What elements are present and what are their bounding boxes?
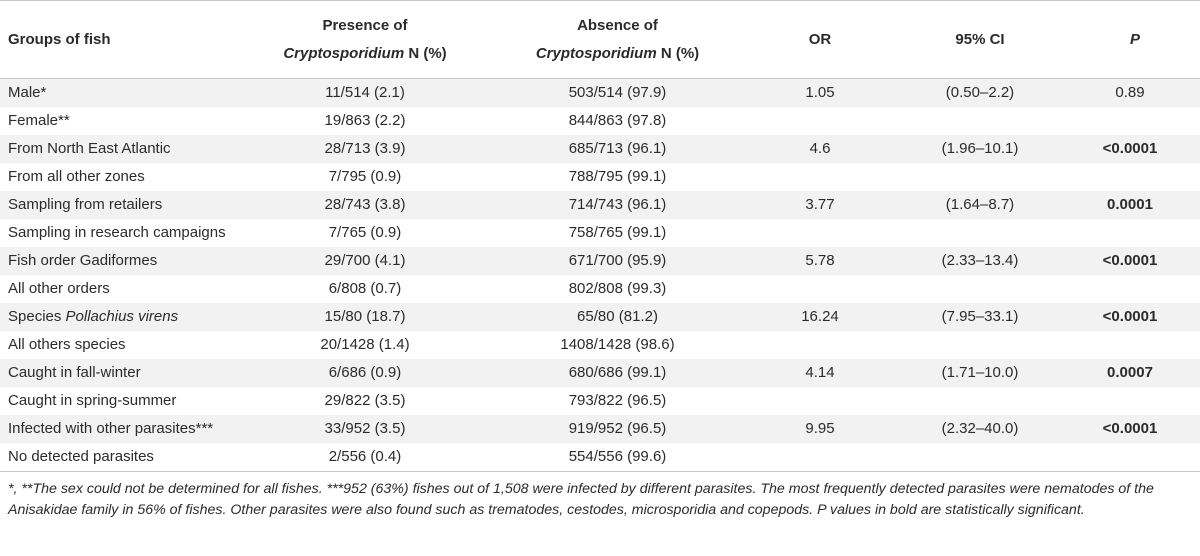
- cell-or: 9.95: [750, 415, 890, 443]
- cell-or: 4.6: [750, 135, 890, 163]
- header-presence-organism: Cryptosporidium: [283, 44, 405, 62]
- cell-group: [0, 219, 245, 247]
- cell-ci: [890, 331, 1070, 359]
- cell-p: 0.0007: [1070, 359, 1200, 387]
- cell-absence: 919/952 (96.5): [485, 415, 750, 443]
- group-label: Sampling from retailers: [8, 196, 163, 213]
- cell-ci: [890, 443, 1070, 471]
- cell-ci: [890, 219, 1070, 247]
- cell-group: [0, 163, 245, 191]
- cell-ci: (0.50–2.2): [890, 79, 1070, 107]
- cell-p: <0.0001: [1070, 303, 1200, 331]
- cell-or: [750, 107, 890, 135]
- header-or: [750, 1, 890, 79]
- group-label: Infected with other parasites***: [8, 420, 214, 437]
- header-presence-unit: N (%): [404, 44, 447, 62]
- footnote-text: The sex could not be determined for all fishes. ***952 (63%) fishes out of 1,508 were infected by different parasites. The most frequently detected parasites were nematodes of the Anisakidae family in 56% of fishes. Other parasites were also found such as trematodes, cestodes, microsporidia and copepods. P values in bold are statistically significant.: [8, 480, 1154, 518]
- group-label: From all other zones: [8, 168, 145, 185]
- header-p-label: P: [1129, 30, 1140, 48]
- cell-presence: 6/686 (0.9): [245, 359, 485, 387]
- cell-group: [0, 303, 245, 331]
- cell-or: 5.78: [750, 247, 890, 275]
- header-p: [1070, 1, 1200, 79]
- header-absence-unit: N (%): [656, 44, 700, 62]
- table-row: [0, 275, 1200, 303]
- cell-ci: (1.71–10.0): [890, 359, 1070, 387]
- cell-p: <0.0001: [1070, 415, 1200, 443]
- cell-or: [750, 219, 890, 247]
- cell-p: <0.0001: [1070, 135, 1200, 163]
- cell-group: [0, 191, 245, 219]
- table-row: [0, 331, 1200, 359]
- cell-absence: 793/822 (96.5): [485, 387, 750, 415]
- cell-ci: [890, 387, 1070, 415]
- cell-absence: 671/700 (95.9): [485, 247, 750, 275]
- cell-presence: 15/80 (18.7): [245, 303, 485, 331]
- cell-ci: [890, 163, 1070, 191]
- cell-presence: 11/514 (2.1): [245, 79, 485, 107]
- header-row: [0, 1, 1200, 79]
- group-label: Sampling in research campaigns: [8, 224, 226, 241]
- cell-p: 0.0001: [1070, 191, 1200, 219]
- cell-or: [750, 331, 890, 359]
- cell-or: [750, 443, 890, 471]
- cell-p: [1070, 331, 1200, 359]
- cell-or: [750, 163, 890, 191]
- cell-or: 4.14: [750, 359, 890, 387]
- table-row: [0, 219, 1200, 247]
- cell-group: [0, 79, 245, 107]
- cell-ci: [890, 107, 1070, 135]
- cell-group: [0, 331, 245, 359]
- cell-absence: 554/556 (99.6): [485, 443, 750, 471]
- table-row: [0, 415, 1200, 443]
- cell-or: [750, 387, 890, 415]
- cell-p: <0.0001: [1070, 247, 1200, 275]
- cell-group: [0, 247, 245, 275]
- header-absence-organism: Cryptosporidium: [535, 44, 657, 62]
- cell-presence: 6/808 (0.7): [245, 275, 485, 303]
- cell-absence: 680/686 (99.1): [485, 359, 750, 387]
- header-presence-line1: Presence of: [322, 16, 408, 34]
- group-label: Species: [8, 308, 66, 325]
- cell-presence: 7/765 (0.9): [245, 219, 485, 247]
- cell-presence: 29/700 (4.1): [245, 247, 485, 275]
- table-row: [0, 387, 1200, 415]
- table-body: [0, 79, 1200, 471]
- cell-p: [1070, 107, 1200, 135]
- group-label: Caught in spring-summer: [8, 392, 177, 409]
- cell-ci: (2.33–13.4): [890, 247, 1070, 275]
- header-presence: [245, 1, 485, 79]
- header-groups: [0, 1, 245, 79]
- cell-ci: (1.96–10.1): [890, 135, 1070, 163]
- cell-absence: 685/713 (96.1): [485, 135, 750, 163]
- group-label: All other orders: [8, 280, 110, 297]
- table-row: [0, 247, 1200, 275]
- cell-presence: 7/795 (0.9): [245, 163, 485, 191]
- table-row: [0, 359, 1200, 387]
- header-absence: [485, 1, 750, 79]
- header-ci-label: 95% CI: [955, 30, 1005, 48]
- table-row: [0, 443, 1200, 471]
- cell-absence: 758/765 (99.1): [485, 219, 750, 247]
- cell-presence: 28/713 (3.9): [245, 135, 485, 163]
- table-row: [0, 135, 1200, 163]
- cell-absence: 844/863 (97.8): [485, 107, 750, 135]
- cell-p: [1070, 387, 1200, 415]
- cell-absence: 503/514 (97.9): [485, 79, 750, 107]
- cell-or: 16.24: [750, 303, 890, 331]
- cell-ci: [890, 275, 1070, 303]
- cell-absence: 788/795 (99.1): [485, 163, 750, 191]
- table-row: [0, 107, 1200, 135]
- cell-absence: 802/808 (99.3): [485, 275, 750, 303]
- table-footnote: [0, 471, 1200, 521]
- footnote-marks: *, **: [8, 480, 33, 497]
- cell-group: [0, 359, 245, 387]
- cell-presence: 20/1428 (1.4): [245, 331, 485, 359]
- cell-or: [750, 275, 890, 303]
- group-label: No detected parasites: [8, 448, 154, 465]
- group-label: Fish order Gadiformes: [8, 252, 158, 269]
- table-row: [0, 79, 1200, 107]
- header-absence-line1: Absence of: [577, 16, 658, 34]
- cell-presence: 19/863 (2.2): [245, 107, 485, 135]
- table-row: [0, 303, 1200, 331]
- header-ci: [890, 1, 1070, 79]
- cell-or: 3.77: [750, 191, 890, 219]
- cell-presence: 2/556 (0.4): [245, 443, 485, 471]
- cell-group: [0, 387, 245, 415]
- cell-group: [0, 415, 245, 443]
- group-label: Female**: [8, 112, 70, 129]
- cell-group: [0, 135, 245, 163]
- cell-absence: 1408/1428 (98.6): [485, 331, 750, 359]
- cell-p: 0.89: [1070, 79, 1200, 107]
- header-or-label: OR: [808, 30, 832, 48]
- cell-absence: 714/743 (96.1): [485, 191, 750, 219]
- cell-p: [1070, 219, 1200, 247]
- cell-p: [1070, 163, 1200, 191]
- header-groups-label: Groups of fish: [8, 30, 111, 48]
- cell-group: [0, 107, 245, 135]
- group-label: Caught in fall-winter: [8, 364, 141, 381]
- cell-p: [1070, 275, 1200, 303]
- cell-absence: 65/80 (81.2): [485, 303, 750, 331]
- table-row: [0, 191, 1200, 219]
- cell-group: [0, 275, 245, 303]
- cell-group: [0, 443, 245, 471]
- cell-presence: 28/743 (3.8): [245, 191, 485, 219]
- cell-or: 1.05: [750, 79, 890, 107]
- group-label: All others species: [8, 336, 126, 353]
- group-species-name: Pollachius virens: [65, 308, 179, 325]
- cell-ci: (2.32–40.0): [890, 415, 1070, 443]
- group-label: From North East Atlantic: [8, 140, 171, 157]
- table-row: [0, 163, 1200, 191]
- cell-presence: 33/952 (3.5): [245, 415, 485, 443]
- cell-ci: (7.95–33.1): [890, 303, 1070, 331]
- cell-ci: (1.64–8.7): [890, 191, 1070, 219]
- cell-p: [1070, 443, 1200, 471]
- group-label: Male*: [8, 84, 47, 102]
- cell-presence: 29/822 (3.5): [245, 387, 485, 415]
